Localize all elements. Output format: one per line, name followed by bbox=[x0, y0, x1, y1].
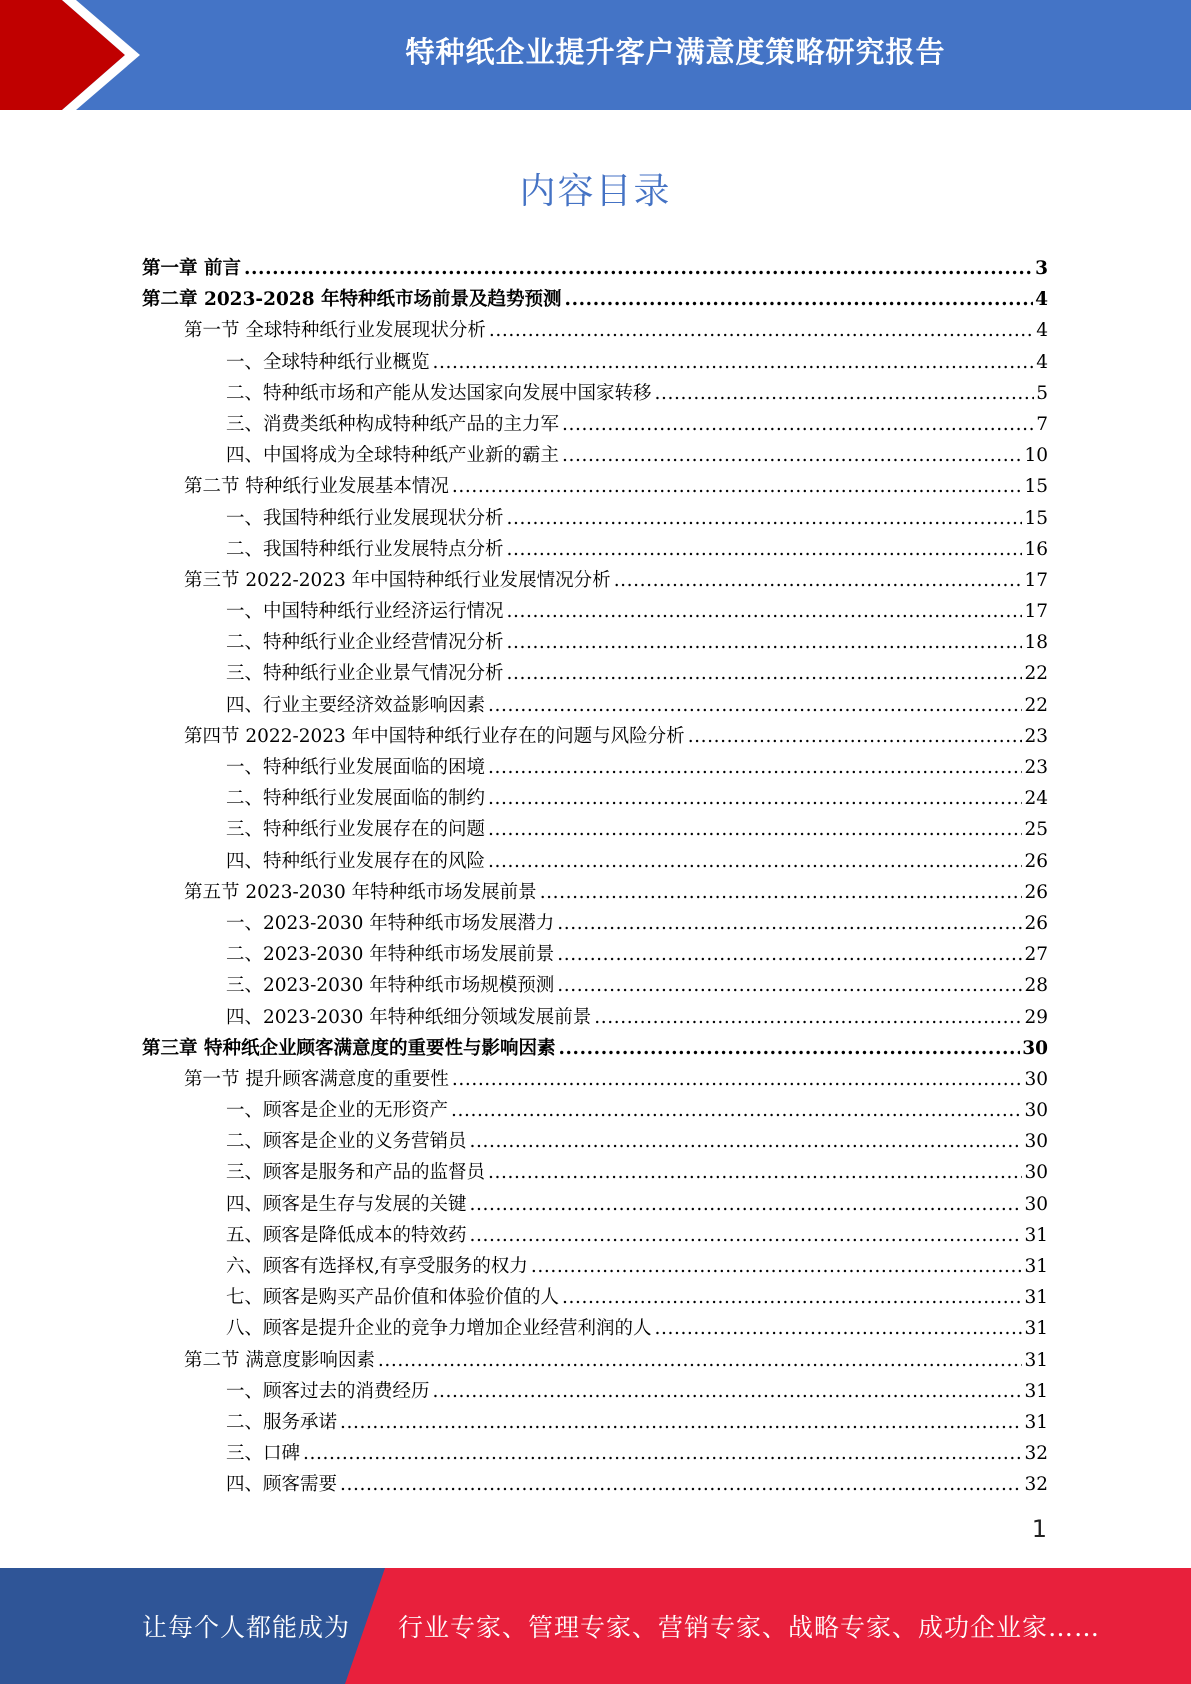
toc-entry[interactable] bbox=[142, 534, 1048, 565]
toc-entry-title: 第二节 特种纸行业发展基本情况 bbox=[184, 476, 449, 498]
toc-dot-leader bbox=[688, 721, 1023, 752]
toc-entry-page: 30 bbox=[1024, 1131, 1048, 1153]
toc-entry-page: 4 bbox=[1036, 320, 1048, 342]
report-title: 特种纸企业提升客户满意度策略研究报告 bbox=[405, 34, 946, 69]
toc-entry[interactable] bbox=[142, 347, 1048, 378]
toc-entry-title: 三、消费类纸种构成特种纸产品的主力军 bbox=[226, 413, 560, 435]
toc-entry-title: 二、我国特种纸行业发展特点分析 bbox=[226, 538, 504, 560]
toc-dot-leader bbox=[244, 253, 1033, 284]
toc-entry[interactable] bbox=[142, 1438, 1048, 1469]
page-number: 1 bbox=[1031, 1515, 1047, 1543]
toc-entry-title: 四、顾客是生存与发展的关键 bbox=[226, 1193, 467, 1215]
toc-entry[interactable] bbox=[142, 284, 1048, 315]
toc-dot-leader bbox=[489, 315, 1034, 346]
toc-entry[interactable] bbox=[142, 253, 1048, 284]
toc-dot-leader bbox=[531, 1251, 1023, 1282]
toc-entry[interactable] bbox=[142, 1282, 1048, 1313]
toc-entry[interactable] bbox=[142, 846, 1048, 877]
toc-entry[interactable] bbox=[142, 1157, 1048, 1188]
toc-entry-title: 二、特种纸行业企业经营情况分析 bbox=[226, 632, 504, 654]
toc-entry-title: 二、2023-2030 年特种纸市场发展前景 bbox=[226, 944, 555, 966]
toc-entry[interactable] bbox=[142, 1345, 1048, 1376]
toc-entry-page: 23 bbox=[1024, 725, 1048, 747]
toc-entry-page: 23 bbox=[1024, 757, 1048, 778]
toc-dot-leader bbox=[488, 1157, 1022, 1188]
toc-entry-title: 第一章 前言 bbox=[142, 258, 241, 279]
toc-dot-leader bbox=[655, 378, 1035, 409]
toc-entry[interactable] bbox=[142, 783, 1048, 814]
toc-dot-leader bbox=[303, 1438, 1022, 1469]
toc-entry-page: 30 bbox=[1022, 1037, 1048, 1059]
toc-entry-page: 31 bbox=[1024, 1411, 1048, 1433]
toc-entry-title: 八、顾客是提升企业的竞争力增加企业经营利润的人 bbox=[226, 1318, 652, 1340]
toc-dot-leader bbox=[378, 1345, 1023, 1376]
toc-dot-leader bbox=[558, 1033, 1020, 1064]
table-of-contents bbox=[142, 253, 1048, 1501]
toc-entry-page: 16 bbox=[1024, 538, 1048, 560]
toc-entry-page: 24 bbox=[1024, 788, 1048, 810]
toc-entry-title: 二、特种纸市场和产能从发达国家向发展中国家转移 bbox=[226, 382, 652, 404]
toc-entry[interactable] bbox=[142, 1095, 1048, 1126]
toc-entry-title: 第五节 2023-2030 年特种纸市场发展前景 bbox=[184, 881, 537, 903]
toc-dot-leader bbox=[507, 503, 1023, 534]
toc-entry-page: 18 bbox=[1024, 632, 1048, 654]
toc-entry-page: 28 bbox=[1024, 975, 1048, 997]
toc-entry-title: 三、2023-2030 年特种纸市场规模预测 bbox=[226, 975, 555, 997]
toc-entry-page: 4 bbox=[1036, 351, 1048, 373]
toc-entry[interactable] bbox=[142, 1033, 1048, 1064]
toc-entry-page: 29 bbox=[1024, 1006, 1048, 1028]
toc-entry-title: 第三章 特种纸企业顾客满意度的重要性与影响因素 bbox=[142, 1037, 556, 1059]
toc-entry-page: 30 bbox=[1024, 1068, 1048, 1090]
toc-entry-page: 31 bbox=[1024, 1380, 1048, 1402]
toc-entry[interactable] bbox=[142, 315, 1048, 346]
toc-dot-leader bbox=[452, 1064, 1023, 1095]
toc-entry-page: 26 bbox=[1024, 850, 1048, 872]
footer-slogan-left: 让每个人都能成为 bbox=[142, 1613, 351, 1642]
toc-dot-leader bbox=[340, 1407, 1022, 1438]
toc-entry[interactable] bbox=[142, 503, 1048, 534]
toc-entry[interactable] bbox=[142, 908, 1048, 939]
toc-entry-title: 一、中国特种纸行业经济运行情况 bbox=[226, 601, 504, 623]
toc-entry-page: 30 bbox=[1024, 1193, 1048, 1215]
toc-entry-title: 第四节 2022-2023 年中国特种纸行业存在的问题与风险分析 bbox=[184, 725, 685, 747]
toc-entry-page: 27 bbox=[1024, 944, 1048, 966]
toc-entry[interactable] bbox=[142, 440, 1048, 471]
toc-entry[interactable] bbox=[142, 939, 1048, 970]
toc-dot-leader bbox=[488, 783, 1022, 814]
toc-dot-leader bbox=[655, 1313, 1023, 1344]
toc-dot-leader bbox=[488, 814, 1022, 845]
toc-entry-page: 22 bbox=[1024, 663, 1048, 685]
toc-entry-title: 四、特种纸行业发展存在的风险 bbox=[226, 850, 486, 872]
toc-dot-leader bbox=[562, 440, 1022, 471]
toc-entry[interactable] bbox=[142, 378, 1048, 409]
toc-dot-leader bbox=[594, 1002, 1022, 1033]
toc-dot-leader bbox=[340, 1469, 1022, 1500]
toc-entry-title: 第一节 提升顾客满意度的重要性 bbox=[184, 1068, 449, 1090]
toc-entry[interactable] bbox=[142, 1220, 1048, 1251]
toc-entry[interactable] bbox=[142, 814, 1048, 845]
footer-banner bbox=[0, 1568, 1191, 1684]
toc-entry-title: 一、全球特种纸行业概览 bbox=[226, 351, 430, 373]
toc-entry-page: 25 bbox=[1024, 819, 1048, 841]
toc-heading: 内容目录 bbox=[519, 171, 672, 212]
toc-entry-title: 二、服务承诺 bbox=[226, 1411, 338, 1433]
toc-entry[interactable] bbox=[142, 752, 1048, 783]
toc-entry-title: 七、顾客是购买产品价值和体验价值的人 bbox=[226, 1287, 560, 1309]
toc-entry-page: 7 bbox=[1036, 413, 1048, 435]
toc-entry-page: 31 bbox=[1024, 1287, 1048, 1309]
toc-entry-title: 一、我国特种纸行业发展现状分析 bbox=[226, 507, 504, 529]
toc-dot-leader bbox=[488, 846, 1022, 877]
toc-entry-page: 17 bbox=[1024, 569, 1048, 591]
toc-entry-title: 六、顾客有选择权,有享受服务的权力 bbox=[226, 1256, 528, 1277]
toc-entry-title: 二、顾客是企业的义务营销员 bbox=[226, 1131, 467, 1153]
toc-entry-page: 30 bbox=[1024, 1162, 1048, 1184]
toc-entry-page: 32 bbox=[1024, 1443, 1048, 1465]
toc-dot-leader bbox=[557, 908, 1022, 939]
toc-entry-title: 一、2023-2030 年特种纸市场发展潜力 bbox=[226, 912, 555, 934]
toc-entry-title: 二、特种纸行业发展面临的制约 bbox=[226, 788, 486, 810]
toc-dot-leader bbox=[507, 658, 1023, 689]
toc-entry[interactable] bbox=[142, 471, 1048, 502]
toc-dot-leader bbox=[557, 939, 1022, 970]
toc-dot-leader bbox=[507, 596, 1023, 627]
toc-entry[interactable] bbox=[142, 1002, 1048, 1033]
toc-entry-page: 17 bbox=[1024, 601, 1048, 623]
toc-dot-leader bbox=[540, 877, 1023, 908]
toc-entry-page: 15 bbox=[1024, 476, 1048, 498]
toc-entry-title: 四、行业主要经济效益影响因素 bbox=[226, 694, 486, 716]
toc-entry[interactable] bbox=[142, 409, 1048, 440]
toc-entry[interactable] bbox=[142, 1064, 1048, 1095]
toc-entry[interactable] bbox=[142, 877, 1048, 908]
toc-entry-page: 31 bbox=[1024, 1256, 1048, 1277]
footer-slogan-right: 行业专家、管理专家、营销专家、战略专家、成功企业家…… bbox=[398, 1613, 1101, 1642]
toc-dot-leader bbox=[452, 471, 1023, 502]
toc-entry[interactable] bbox=[142, 596, 1048, 627]
toc-entry-title: 一、顾客过去的消费经历 bbox=[226, 1380, 430, 1402]
toc-dot-leader bbox=[488, 690, 1022, 721]
toc-entry[interactable] bbox=[142, 721, 1048, 752]
toc-entry-page: 26 bbox=[1024, 912, 1048, 934]
toc-entry-title: 第三节 2022-2023 年中国特种纸行业发展情况分析 bbox=[184, 569, 611, 591]
toc-entry-title: 一、特种纸行业发展面临的困境 bbox=[226, 757, 486, 778]
toc-entry-title: 四、顾客需要 bbox=[226, 1474, 338, 1496]
toc-dot-leader bbox=[470, 1220, 1023, 1251]
toc-dot-leader bbox=[451, 1095, 1022, 1126]
toc-entry-title: 四、2023-2030 年特种纸细分领域发展前景 bbox=[226, 1006, 592, 1028]
toc-entry-page: 31 bbox=[1024, 1224, 1048, 1246]
toc-dot-leader bbox=[562, 1282, 1022, 1313]
header-arrow-decoration bbox=[0, 0, 160, 110]
toc-entry[interactable] bbox=[142, 1376, 1048, 1407]
toc-dot-leader bbox=[565, 284, 1034, 315]
toc-entry[interactable] bbox=[142, 627, 1048, 658]
toc-entry[interactable] bbox=[142, 1313, 1048, 1344]
toc-dot-leader bbox=[488, 752, 1022, 783]
toc-entry[interactable] bbox=[142, 1407, 1048, 1438]
toc-entry-page: 32 bbox=[1024, 1474, 1048, 1496]
toc-entry-page: 3 bbox=[1035, 258, 1048, 279]
toc-entry-title: 五、顾客是降低成本的特效药 bbox=[226, 1224, 467, 1246]
toc-entry-page: 26 bbox=[1024, 881, 1048, 903]
toc-entry-title: 一、顾客是企业的无形资产 bbox=[226, 1100, 449, 1122]
toc-entry-title: 三、口碑 bbox=[226, 1443, 301, 1465]
toc-entry[interactable] bbox=[142, 565, 1048, 596]
toc-entry-page: 31 bbox=[1024, 1318, 1048, 1340]
toc-entry[interactable] bbox=[142, 1251, 1048, 1282]
toc-dot-leader bbox=[557, 970, 1022, 1001]
toc-entry-title: 第一节 全球特种纸行业发展现状分析 bbox=[184, 320, 486, 342]
toc-entry-title: 三、特种纸行业发展存在的问题 bbox=[226, 819, 486, 841]
toc-entry[interactable] bbox=[142, 658, 1048, 689]
toc-dot-leader bbox=[470, 1189, 1023, 1220]
toc-entry-title: 三、特种纸行业企业景气情况分析 bbox=[226, 663, 504, 685]
toc-dot-leader bbox=[507, 534, 1023, 565]
toc-entry-page: 10 bbox=[1024, 445, 1048, 467]
toc-entry-page: 5 bbox=[1036, 382, 1048, 404]
toc-dot-leader bbox=[470, 1126, 1023, 1157]
toc-entry-title: 四、中国将成为全球特种纸产业新的霸主 bbox=[226, 445, 560, 467]
toc-entry-page: 15 bbox=[1024, 507, 1048, 529]
toc-dot-leader bbox=[433, 1376, 1023, 1407]
toc-dot-leader bbox=[433, 347, 1035, 378]
toc-entry-page: 22 bbox=[1024, 694, 1048, 716]
toc-entry-page: 4 bbox=[1035, 289, 1048, 311]
toc-entry[interactable] bbox=[142, 1189, 1048, 1220]
toc-entry-title: 三、顾客是服务和产品的监督员 bbox=[226, 1162, 486, 1184]
toc-dot-leader bbox=[614, 565, 1023, 596]
toc-entry[interactable] bbox=[142, 1126, 1048, 1157]
toc-dot-leader bbox=[507, 627, 1023, 658]
toc-entry[interactable] bbox=[142, 1469, 1048, 1500]
toc-dot-leader bbox=[562, 409, 1034, 440]
toc-entry-title: 第二章 2023-2028 年特种纸市场前景及趋势预测 bbox=[142, 289, 562, 311]
toc-entry[interactable] bbox=[142, 970, 1048, 1001]
toc-entry-page: 30 bbox=[1024, 1100, 1048, 1122]
toc-entry-title: 第二节 满意度影响因素 bbox=[184, 1349, 375, 1371]
toc-entry[interactable] bbox=[142, 690, 1048, 721]
header-banner bbox=[0, 0, 1191, 110]
toc-entry-page: 31 bbox=[1024, 1349, 1048, 1371]
